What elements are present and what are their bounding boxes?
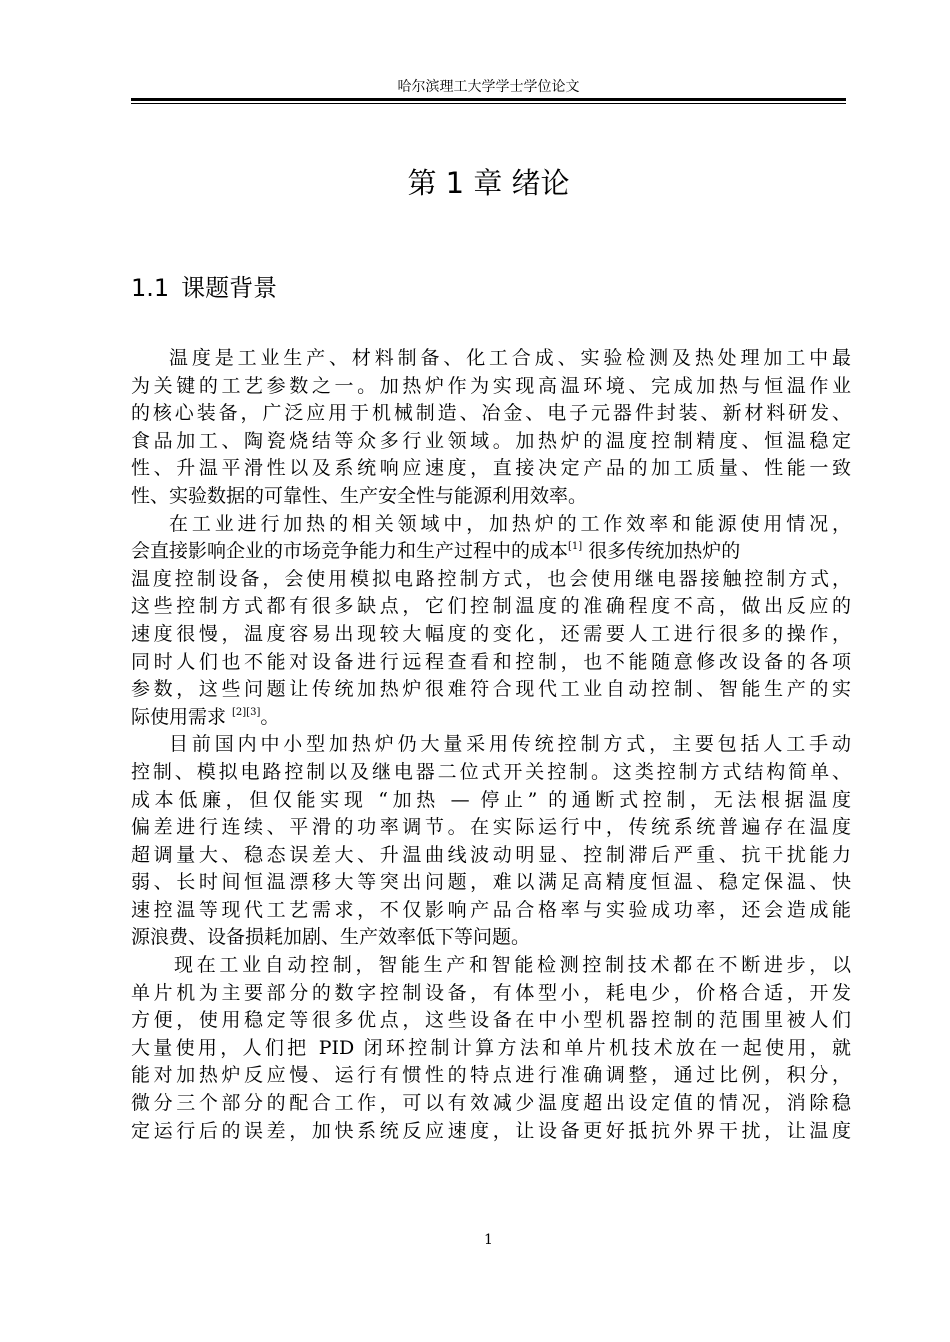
section-title-text: 课题背景 xyxy=(181,274,278,302)
text-line: 现在工业自动控制，智能生产和智能检测控制技术都在不断进步，以 xyxy=(174,954,851,977)
citation: [2][3] xyxy=(232,706,261,718)
header-rule-thin xyxy=(131,103,846,104)
text-line: 偏差进行连续、平滑的功率调节。在实际运行中，传统系统普遍存在温度 xyxy=(131,816,851,839)
text-line: 温度是工业生产、材料制备、化工合成、实验检测及热处理加工中最 xyxy=(169,347,851,369)
text-line: 控制、模拟电路控制以及继电器二位式开关控制。这类控制方式结构简单、 xyxy=(131,760,851,783)
text-run: 会直接影响企业的市场竞争能力和生产过程中的成本 xyxy=(131,540,569,563)
text-line-with-citation xyxy=(131,704,851,732)
text-line: 方便，使用稳定等很多优点，这些设备在中小型机器控制的范围里被人们 xyxy=(131,1009,851,1032)
text-line: 大量使用，人们把 PID 闭环控制计算方法和单片机技术放在一起使用，就 xyxy=(131,1036,851,1059)
text-line: 性、升温平滑性以及系统响应速度，直接决定产品的加工质量、性能一致 xyxy=(131,457,851,480)
text-line: 速度很慢，温度容易出现较大幅度的变化，还需要人工进行很多的操作， xyxy=(131,622,851,645)
paragraph xyxy=(131,731,851,952)
text-line: 速控温等现代工艺需求，不仅影响产品合格率与实验成功率，还会造成能 xyxy=(131,898,851,921)
text-line-with-citation xyxy=(131,538,851,566)
section-heading xyxy=(131,272,277,304)
page-number: 1 xyxy=(484,1232,493,1248)
text-line: 在工业进行加热的相关领域中，加热炉的工作效率和能源使用情况， xyxy=(169,512,851,535)
text-line: 单片机为主要部分的数字控制设备，有体型小，耗电少，价格合适，开发 xyxy=(131,981,851,1004)
text-line: 温度控制设备，会使用模拟电路控制方式，也会使用继电器接触控制方式， xyxy=(131,567,851,590)
text-line: 这些控制方式都有很多缺点，它们控制温度的准确程度不高，做出反应的 xyxy=(131,595,851,618)
text-line: 为关键的工艺参数之一。加热炉作为实现高温环境、完成加热与恒温作业 xyxy=(131,374,851,397)
chapter-title: 第 1 章 绪论 xyxy=(407,166,570,200)
header-rule xyxy=(131,98,846,101)
section-number: 1.1 xyxy=(131,274,170,302)
text-run: 际使用需求 xyxy=(131,705,227,728)
text-line: 微分三个部分的配合工作，可以有效减少温度超出设定值的情况，消除稳 xyxy=(131,1092,851,1115)
text-line: 超调量大、稳态误差大、升温曲线波动明显、控制滞后严重、抗干扰能力 xyxy=(131,843,851,866)
text-run: 。 xyxy=(260,705,280,728)
citation: [1] xyxy=(568,541,583,553)
body-text xyxy=(131,345,851,1145)
text-run: 很多传统加热炉的 xyxy=(588,540,741,563)
text-line: 的核心装备，广泛应用于机械制造、冶金、电子元器件封装、新材料研发、 xyxy=(131,402,851,425)
running-header: 哈尔滨理工大学学士学位论文 xyxy=(397,79,580,95)
paragraph xyxy=(131,952,851,1145)
text-line: 能对加热炉反应慢、运行有惯性的特点进行准确调整，通过比例，积分， xyxy=(131,1064,851,1087)
text-line: 性、实验数据的可靠性、生产安全性与能源利用效率。 xyxy=(131,484,588,507)
text-line: 弱、长时间恒温漂移大等突出问题，难以满足高精度恒温、稳定保温、快 xyxy=(131,871,851,894)
text-line: 参数，这些问题让传统加热炉很难符合现代工业自动控制、智能生产的实 xyxy=(131,678,851,701)
text-line: 目前国内中小型加热炉仍大量采用传统控制方式，主要包括人工手动 xyxy=(169,733,851,756)
text-line: 定运行后的误差，加快系统反应速度，让设备更好抵抗外界干扰，让温度 xyxy=(131,1119,851,1142)
text-line: 源浪费、设备损耗加剧、生产效率低下等问题。 xyxy=(131,926,531,949)
text-line: 同时人们也不能对设备进行远程查看和控制，也不能随意修改设备的各项 xyxy=(131,650,851,673)
text-line: 成本低廉，但仅能实现 “加热 — 停止” 的通断式控制，无法根据温度 xyxy=(131,788,851,811)
paragraph xyxy=(131,511,851,732)
paragraph xyxy=(131,345,851,511)
text-line: 食品加工、陶瓷烧结等众多行业领域。加热炉的温度控制精度、恒温稳定 xyxy=(131,429,851,452)
